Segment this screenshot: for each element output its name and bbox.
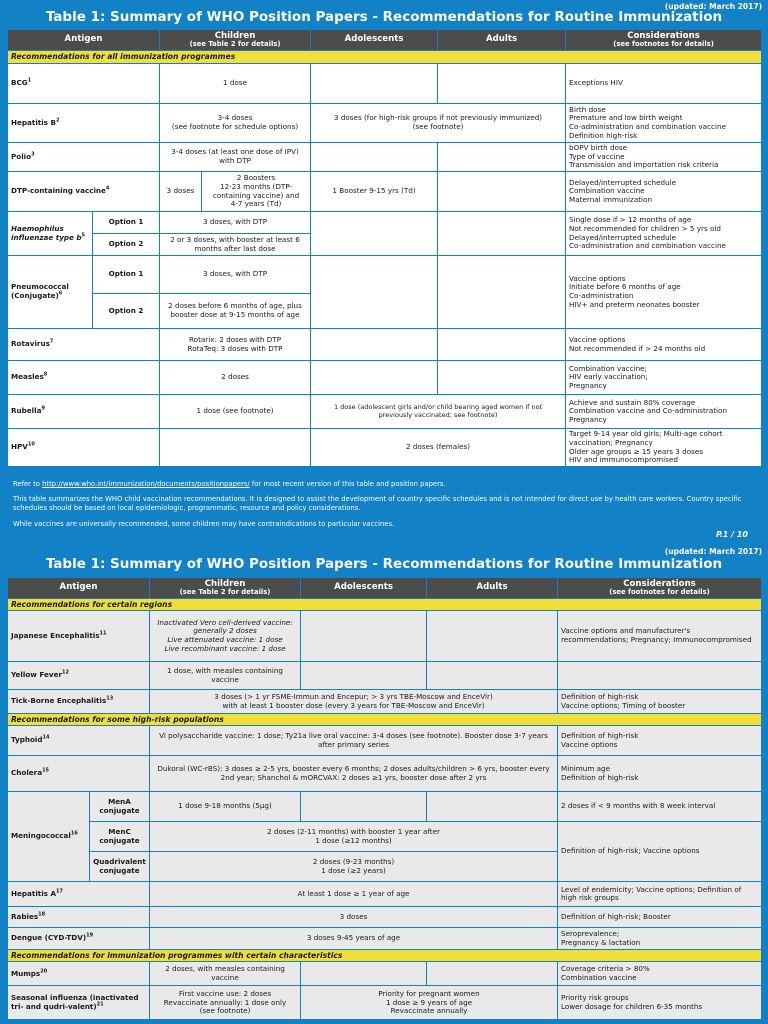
header-children: Children (see Table 2 for details): [160, 30, 311, 51]
children-cell: Inactivated Vero cell-derived vaccine: generally 2 doses Live attenuated vaccine: 1 dose Live recombinant vaccine: 1 dose: [150, 611, 301, 662]
antigen-name: HPV$^{10}$: [8, 429, 160, 467]
antigen-name: Rabies$^{18}$: [8, 907, 150, 928]
antigen-name: Rubella$^9$: [8, 395, 160, 429]
table-row: [8, 212, 762, 234]
adolescents-cell: 1 dose (adolescent girls and/or child bearing aged women if not previously vaccinated; see footnote): [311, 395, 566, 429]
table-row: [8, 962, 762, 986]
schedule-cell: 3 doses: [150, 907, 558, 928]
considerations-cell: Definition of high-risk; Vaccine options: [558, 822, 762, 882]
schedule-cell: 2 doses (9-23 months) 1 dose (≥2 years): [150, 852, 558, 882]
considerations-cell: Minimum age Definition of high-risk: [558, 756, 762, 792]
adolescents-cell: 2 doses (females): [311, 429, 566, 467]
section-header-regions: Recommendations for certain regions: [8, 599, 762, 611]
option-label: Option 1: [93, 256, 160, 294]
antigen-name: Hepatitis $B^2$: [8, 104, 160, 143]
considerations-cell: Priority risk groups Lower dosage for children 6-35 months: [558, 986, 762, 1020]
table-row: [8, 882, 762, 907]
updated-date: (updated: March 2017): [664, 2, 762, 11]
table-row: [8, 756, 762, 792]
antigen-name: Measles$^8$: [8, 361, 160, 395]
header-row: [8, 30, 762, 51]
adolescents-cell: 1 Booster 9-15 yrs (Td): [311, 172, 438, 212]
children-cell: 2 doses: [160, 361, 311, 395]
table-row: [8, 329, 762, 361]
footnotes: [13, 480, 753, 529]
table-row: [8, 662, 762, 690]
header-antigen: Antigen: [8, 578, 150, 599]
header-antigen: Antigen: [8, 30, 160, 51]
vaccine-type-label: Quadrivalent conjugate: [90, 852, 150, 882]
antigen-name: BCG$^1$: [8, 64, 160, 104]
page-number: P.1 / 10: [715, 530, 748, 539]
children-cell: 1 dose, with measles containing vaccine: [150, 662, 301, 690]
considerations-cell: Achieve and sustain 80% coverage Combination vaccine and Co-administration Pregnancy: [566, 395, 762, 429]
considerations-cell: Delayed/interrupted schedule Combination vaccine Maternal immunization: [566, 172, 762, 212]
table-row: [8, 429, 762, 467]
table-row: [8, 256, 762, 294]
option-label: Option 2: [93, 234, 160, 256]
header-considerations: Considerations (see footnotes for details): [566, 30, 762, 51]
table-row: [8, 172, 762, 212]
antigen-name: Pneumococcal (Conjugate)$^6$: [8, 256, 93, 329]
children-cell: Rotarix: 2 doses with DTP RotaTeq: 3 doses with DTP: [160, 329, 311, 361]
children-cell: 3-4 doses (at least one dose of IPV) with DTP: [160, 143, 311, 172]
schedule-cell: 2 doses (2-11 months) with booster 1 year after 1 dose (≥12 months): [150, 822, 558, 852]
vaccine-type-label: MenC conjugate: [90, 822, 150, 852]
option-label: Option 1: [93, 212, 160, 234]
table-row: [8, 792, 762, 822]
position-papers-link[interactable]: http://www.who.int/immunization/documents/positionpapers/: [42, 480, 250, 488]
children-cell: 3-4 doses (see footnote for schedule options): [160, 104, 311, 143]
antigen-name: Japanese Encephalitis$^{11}$: [8, 611, 150, 662]
table-row: [8, 395, 762, 429]
antigen-name: Haemophilus influenzae type $b^5$: [8, 212, 93, 256]
header-adolescents: Adolescents: [311, 30, 438, 51]
recommendations-table-p2: [7, 577, 762, 1020]
antigen-name: Tick-Borne Encephalitis$^{13}$: [8, 690, 150, 714]
schedule-cell: 3 doses 9-45 years of age: [150, 928, 558, 950]
updated-date: (updated: March 2017): [664, 547, 762, 556]
children-cell: First vaccine use: 2 doses Revaccinate annually: 1 dose only (see footnote): [150, 986, 301, 1020]
adolescents-cell: 3 doses (for high-risk groups if not previously immunized) (see footnote): [311, 104, 566, 143]
recommendations-table-p1: [7, 29, 762, 467]
header-row: [8, 578, 762, 599]
refer-note: Refer to http://www.who.int/immunization/documents/positionpapers/ for most recent version of this table and position papers.: [13, 480, 446, 488]
contraindication-note: While vaccines are universally recommended, some children may have contraindications to particular vaccines.: [13, 519, 395, 528]
children-cell: 1 dose: [160, 64, 311, 104]
table-row: [8, 928, 762, 950]
considerations-cell: Vaccine options Initiate before 6 months of age Co-administration HIV+ and preterm neonates booster: [566, 256, 762, 329]
antigen-name: Rotavirus$^7$: [8, 329, 160, 361]
antigen-name: Dengue $(CYD-TDV)^{19}$: [8, 928, 150, 950]
children-cell: 1 dose (see footnote): [160, 395, 311, 429]
vaccine-type-label: MenA conjugate: [90, 792, 150, 822]
page-title: Table 1: Summary of WHO Position Papers - Recommendations for Routine Immunization: [45, 556, 723, 572]
considerations-cell: Definition of high-risk; Booster: [558, 907, 762, 928]
header-children: Children (see Table 2 for details): [150, 578, 301, 599]
table-row: [8, 822, 762, 852]
antigen-name: Polio$^3$: [8, 143, 160, 172]
header-adults: Adults: [427, 578, 558, 599]
page-title: Table 1: Summary of WHO Position Papers - Recommendations for Routine Immunization: [45, 9, 723, 25]
section-header-high-risk: Recommendations for some high-risk populations: [8, 714, 762, 726]
considerations-cell: Definition of high-risk Vaccine options: [558, 726, 762, 756]
considerations-cell: 2 doses if < 9 months with 8 week interval: [558, 792, 762, 822]
children-cell: 3 doses, with DTP: [160, 256, 311, 294]
table-row: [8, 104, 762, 143]
considerations-cell: Coverage criteria > 80% Combination vaccine: [558, 962, 762, 986]
header-adults: Adults: [438, 30, 566, 51]
considerations-cell: Single dose if > 12 months of age Not recommended for children > 5 yrs old Delayed/interrupted schedule Co-administration and combination vaccine: [566, 212, 762, 256]
table-row: [8, 361, 762, 395]
antigen-name: Mumps$^{20}$: [8, 962, 150, 986]
table-row: [8, 143, 762, 172]
antigen-name: DTP-containing vaccine$^4$: [8, 172, 160, 212]
children-booster-cell: 2 Boosters 12-23 months (DTP- containing vaccine) and 4-7 years (Td): [202, 172, 311, 212]
option-label: Option 2: [93, 294, 160, 329]
table-row: [8, 907, 762, 928]
considerations-cell: Birth dose Premature and low birth weight Co-administration and combination vaccine Definition high-risk: [566, 104, 762, 143]
considerations-cell: Definition of high-risk Vaccine options; Timing of booster: [558, 690, 762, 714]
considerations-cell: Combination vaccine; HIV early vaccination; Pregnancy: [566, 361, 762, 395]
table-row: [8, 690, 762, 714]
considerations-cell: Level of endemicity; Vaccine options; Definition of high risk groups: [558, 882, 762, 907]
section-header-all: Recommendations for all immunization programmes: [8, 51, 762, 64]
schedule-cell: Dukoral (WC-rBS): 3 doses ≥ 2-5 yrs, booster every 6 months; 2 doses adults/children > 6 yrs, booster every 2nd year; Shanchol & mORCVAX: 2 doses ≥1 yrs, booster dose after 2 yrs: [150, 756, 558, 792]
header-adolescents: Adolescents: [301, 578, 427, 599]
antigen-name: Seasonal influenza (inactivated tri- and qudri-valent)$^{21}$: [8, 986, 150, 1020]
children-cell: 3 doses: [160, 172, 202, 212]
children-cell: 2 doses, with measles containing vaccine: [150, 962, 301, 986]
schedule-cell: 3 doses (> 1 yr FSME-Immun and Encepur; > 3 yrs TBE-Moscow and EnceVir) with at least 1 booster dose (every 3 years for TBE-Moscow and EnceVir): [150, 690, 558, 714]
considerations-cell: bOPV birth dose Type of vaccine Transmission and importation risk criteria: [566, 143, 762, 172]
table-row: [8, 986, 762, 1020]
schedule-cell: At least 1 dose ≥ 1 year of age: [150, 882, 558, 907]
schedule-cell: 1 dose 9-18 months (5µg): [150, 792, 301, 822]
table-row: [8, 611, 762, 662]
children-cell: 3 doses, with DTP: [160, 212, 311, 234]
antigen-name: Cholera$^{15}$: [8, 756, 150, 792]
considerations-cell: Exceptions HIV: [566, 64, 762, 104]
antigen-name: Yellow Fever$^{12}$: [8, 662, 150, 690]
considerations-cell: Seroprevalence; Pregnancy & lactation: [558, 928, 762, 950]
header-considerations: Considerations (see footnotes for details): [558, 578, 762, 599]
section-header-characteristics: Recommendations for immunization programmes with certain characteristics: [8, 950, 762, 962]
summary-note: This table summarizes the WHO child vaccination recommendations. It is designed to assist the development of country specific schedules and is not intended for direct use by health care workers. Country specific schedules should be based on local epidemiologic, programmatic, resource and policy considerations.: [13, 495, 742, 513]
children-cell: 2 doses before 6 months of age, plus booster dose at 9-15 months of age: [160, 294, 311, 329]
children-cell: 2 or 3 doses, with booster at least 6 months after last dose: [160, 234, 311, 256]
antigen-name: Typhoid$^{14}$: [8, 726, 150, 756]
considerations-cell: Target 9-14 year old girls; Multi-age cohort vaccination; Pregnancy Older age groups ≥ 15 years 3 doses HIV and immunocompromised: [566, 429, 762, 467]
table-row: [8, 64, 762, 104]
antigen-name: Meningococcal$^{16}$: [8, 792, 90, 882]
considerations-cell: Vaccine options and manufacturer's recommendations; Pregnancy; Immunocompromised: [558, 611, 762, 662]
schedule-cell: Vi polysaccharide vaccine: 1 dose; Ty21a live oral vaccine: 3-4 doses (see footnote). Booster dose 3-7 years after primary series: [150, 726, 558, 756]
adults-cell: Priority for pregnant women 1 dose ≥ 9 years of age Revaccinate annually: [301, 986, 558, 1020]
considerations-cell: Vaccine options Not recommended if > 24 months old: [566, 329, 762, 361]
table-row: [8, 726, 762, 756]
antigen-name: Hepatitis $A^{17}$: [8, 882, 150, 907]
